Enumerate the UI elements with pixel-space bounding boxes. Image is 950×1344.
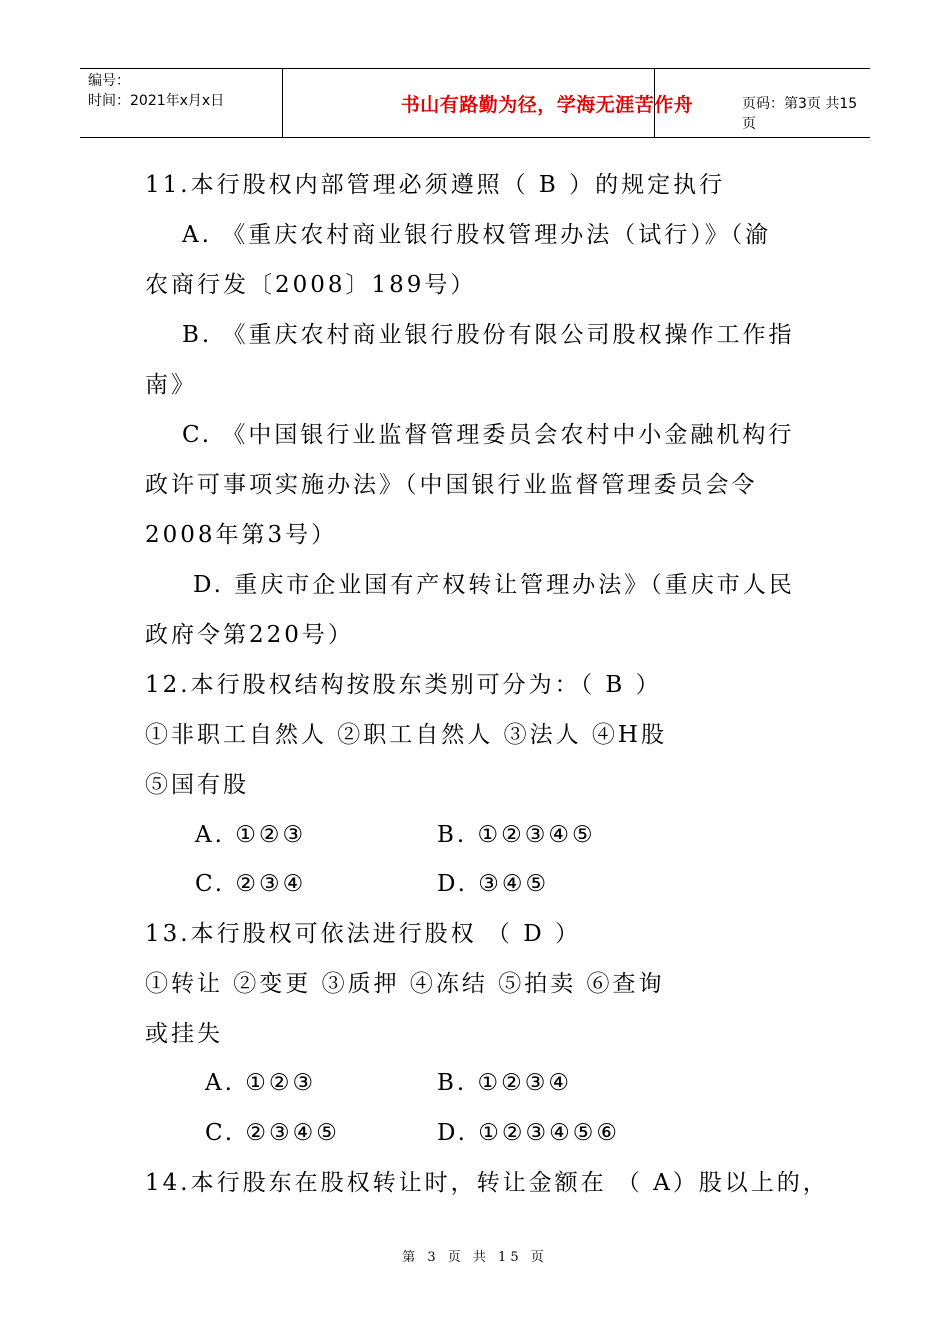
question-12-items-cont: ⑤国有股 xyxy=(145,772,249,798)
number-label: 编号： xyxy=(88,73,130,89)
question-13-items-cont: 或挂失 xyxy=(145,1021,223,1047)
header-meta xyxy=(88,71,224,111)
option-11a-cont: 农商行发〔2008〕189号） xyxy=(145,272,477,298)
option-12a: A. ①②③ xyxy=(195,822,307,848)
page-footer: 第 3 页 共 15 页 xyxy=(402,1250,548,1265)
option-11d: D. 重庆市企业国有产权转让管理办法》（重庆市人民 xyxy=(193,572,795,598)
question-12-items: ①非职工自然人 ②职工自然人 ③法人 ④H股 xyxy=(145,722,667,748)
option-13b: B. ①②③④ xyxy=(437,1070,573,1096)
option-11a: A. 《重庆农村商业银行股权管理办法（试行）》（渝 xyxy=(182,222,772,248)
document-header xyxy=(80,68,870,138)
question-11: 11.本行股权内部管理必须遵照（ B ）的规定执行 xyxy=(145,172,726,198)
option-11d-cont: 政府令第220号） xyxy=(145,622,354,648)
question-12: 12.本行股权结构按股东类别可分为：（ B ） xyxy=(145,672,662,698)
option-12c: C. ②③④ xyxy=(195,871,307,897)
time-label: 时间：2021年x月x日 xyxy=(88,93,225,109)
question-13: 13.本行股权可依法进行股权 （ D ） xyxy=(145,921,581,947)
option-11c-cont2: 2008年第3号） xyxy=(145,522,338,548)
header-motto: 书山有路勤为径，学海无涯苦作舟 xyxy=(400,94,694,116)
option-11b: B. 《重庆农村商业银行股份有限公司股权操作工作指 xyxy=(182,322,795,348)
option-12b: B. ①②③④⑤ xyxy=(437,822,596,848)
question-13-items: ①转让 ②变更 ③质押 ④冻结 ⑤拍卖 ⑥查询 xyxy=(145,971,665,997)
option-13d: D. ①②③④⑤⑥ xyxy=(437,1120,620,1146)
option-11c-cont: 政许可事项实施办法》（中国银行业监督管理委员会令 xyxy=(145,472,758,498)
option-11b-cont: 南》 xyxy=(145,372,197,398)
option-11c: C. 《中国银行业监督管理委员会农村中小金融机构行 xyxy=(182,422,795,448)
option-13c: C. ②③④⑤ xyxy=(205,1120,340,1146)
header-divider xyxy=(282,69,283,137)
header-page-info: 页码：第3页 共15页 xyxy=(742,96,858,132)
option-13a: A. ①②③ xyxy=(205,1070,317,1096)
question-14: 14.本行股东在股权转让时，转让金额在 （ A）股以上的， xyxy=(145,1170,829,1196)
option-12d: D. ③④⑤ xyxy=(437,871,550,897)
